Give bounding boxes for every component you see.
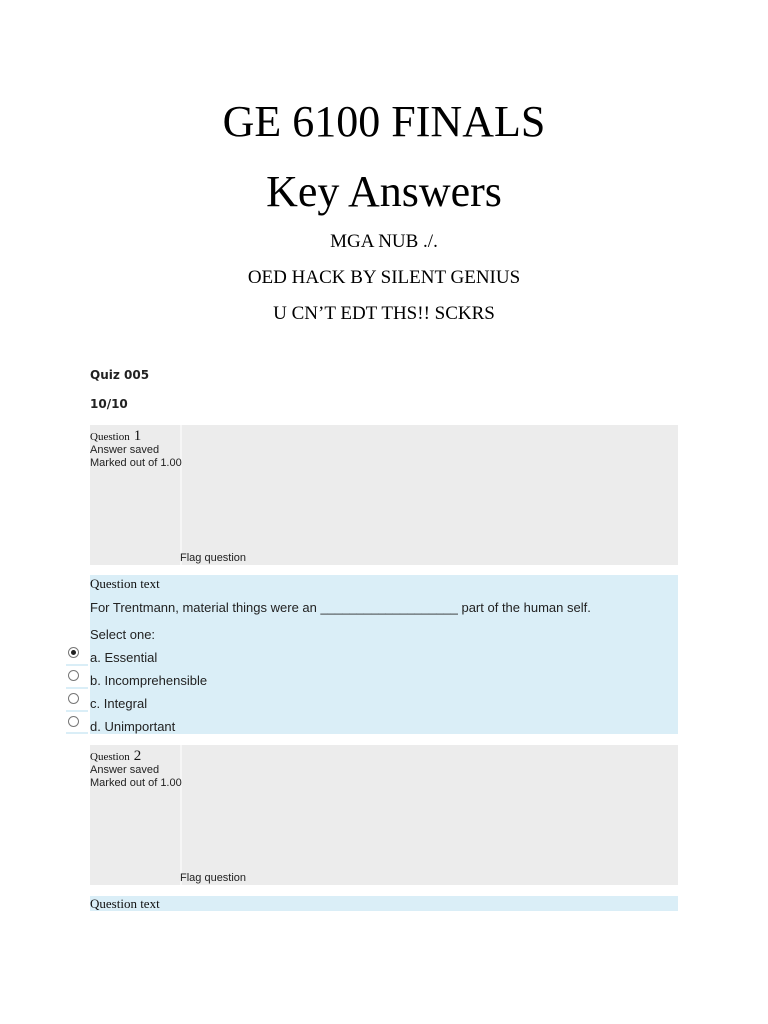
radio-a[interactable] xyxy=(68,647,79,658)
question-2-text-box xyxy=(90,896,678,911)
radio-c[interactable] xyxy=(68,693,79,704)
question-text-heading: Question text xyxy=(90,576,160,591)
radio-group xyxy=(66,644,88,734)
flag-question-link[interactable]: Flag question xyxy=(180,552,247,564)
select-prompt: Select one: xyxy=(90,627,156,642)
option-b[interactable]: b. Incomprehensible xyxy=(90,673,208,688)
tagline-3: U CN’T EDT THS!! SCKRS xyxy=(273,303,495,324)
question-text-heading: Question text xyxy=(90,896,160,911)
document-subtitle: Key Answers xyxy=(266,167,502,216)
marks-label: Marked out of 1.00 xyxy=(90,457,182,469)
question-1-info xyxy=(90,425,678,565)
quiz-score: 10/10 xyxy=(90,397,128,411)
radio-divider xyxy=(66,710,88,712)
tagline-2: OED HACK BY SILENT GENIUS xyxy=(247,267,521,288)
option-c[interactable]: c. Integral xyxy=(90,696,148,711)
radio-b[interactable] xyxy=(68,670,79,681)
radio-d[interactable] xyxy=(68,716,79,727)
question-1-text-box xyxy=(90,575,678,734)
marks-label: Marked out of 1.00 xyxy=(90,777,182,789)
radio-divider xyxy=(66,732,88,734)
answer-status: Answer saved xyxy=(90,764,160,776)
option-d[interactable]: d. Unimportant xyxy=(90,719,176,734)
quiz-name: Quiz 005 xyxy=(90,368,150,382)
question-number: 2 xyxy=(133,748,142,764)
document-title: GE 6100 FINALS xyxy=(222,97,546,146)
tagline-1: MGA NUB ./. xyxy=(330,231,438,252)
answer-status: Answer saved xyxy=(90,444,160,456)
radio-divider xyxy=(66,687,88,689)
question-2-label xyxy=(90,747,141,765)
question-1-label xyxy=(90,427,141,445)
question-number: 1 xyxy=(133,428,142,444)
divider xyxy=(180,425,182,565)
divider xyxy=(180,745,182,885)
option-a[interactable]: a. Essential xyxy=(90,650,158,665)
question-word: Question xyxy=(90,751,130,763)
radio-divider xyxy=(66,664,88,666)
question-text: For Trentmann, material things were an ___________________ part of the human self. xyxy=(90,600,591,615)
question-2-info xyxy=(90,745,678,885)
flag-question-link[interactable]: Flag question xyxy=(180,872,247,884)
question-word: Question xyxy=(90,431,130,443)
